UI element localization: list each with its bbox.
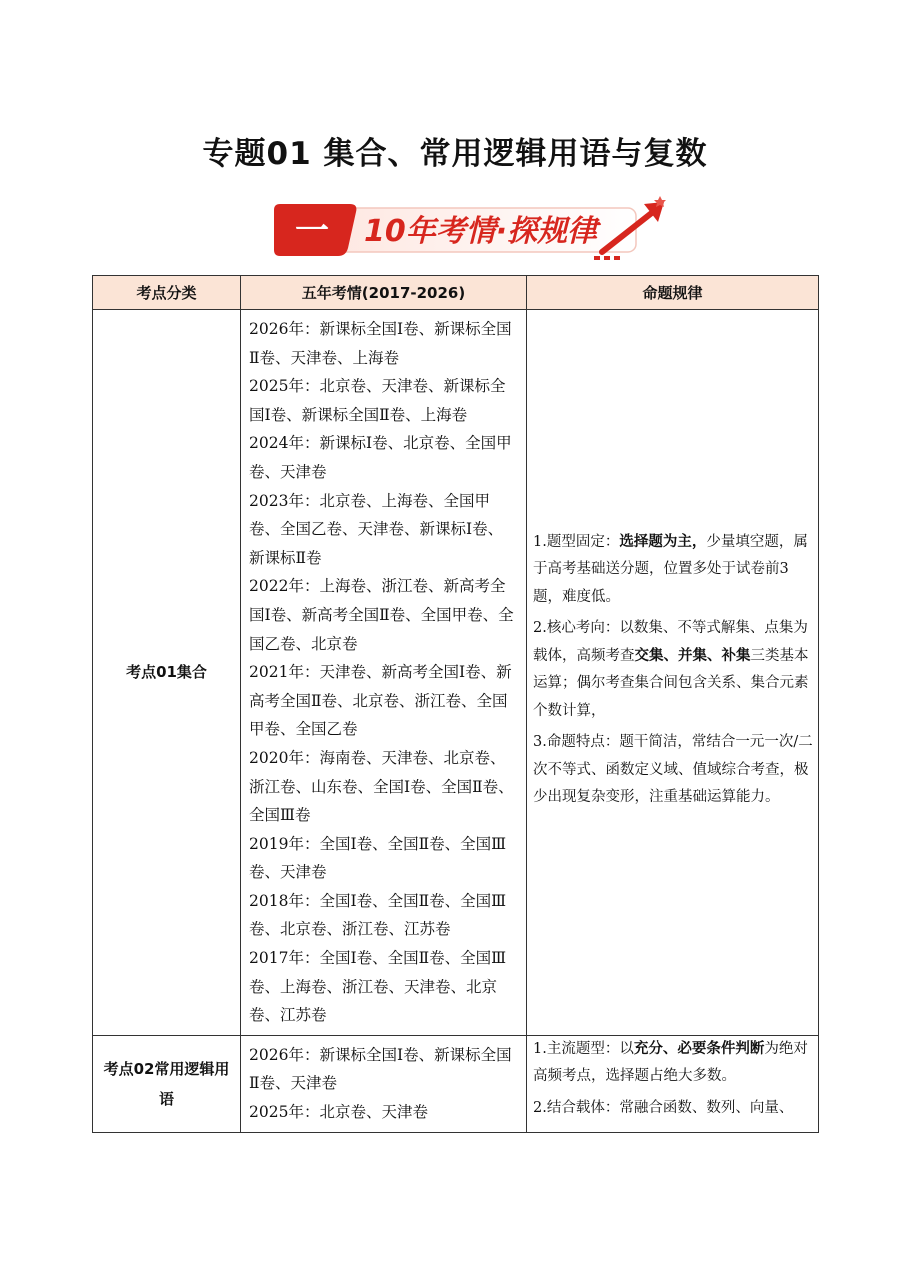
year-entry: 2025年：北京卷、天津卷 [249,1103,428,1122]
rule-item: 3.命题特点：题干简洁，常结合一元一次/二次不等式、函数定义域、值域综合考查，极少出现复杂变形，注重基础运算能力。 [533,734,813,806]
rule-item: 1.主流题型：以充分、必要条件判断为绝对高频考点，选择题占绝大多数。 [533,1040,808,1085]
year-entry: 2019年：全国Ⅰ卷、全国Ⅱ卷、全国Ⅲ卷、天津卷 [249,834,507,882]
rule-item: 2.核心考向：以数集、不等式解集、点集为载体，高频考查交集、并集、补集三类基本运算；偶尔考查集合间包含关系、集合元素个数计算， [533,620,809,719]
year-entry: 2017年：全国Ⅰ卷、全国Ⅱ卷、全国Ⅲ卷、上海卷、浙江卷、天津卷、北京卷、江苏卷 [249,949,507,1025]
table-row [93,1035,819,1132]
rules-cell [527,1035,819,1132]
year-entry: 2024年：新课标Ⅰ卷、北京卷、全国甲卷、天津卷 [249,434,512,481]
page-title: 专题01 集合、常用逻辑用语与复数 [202,136,708,172]
year-entry: 2025年：北京卷、天津卷、新课标全国Ⅰ卷、新课标全国Ⅱ卷、上海卷 [249,377,506,424]
table-row [93,310,819,1036]
year-entry: 2023年：北京卷、上海卷、全国甲卷、全国乙卷、天津卷、新课标Ⅰ卷、新课标Ⅱ卷 [249,491,504,567]
exam-table [92,275,819,1133]
header-rules: 命题规律 [527,276,819,310]
year-entry: 2021年：天津卷、新高考全国Ⅰ卷、新高考全国Ⅱ卷、北京卷、浙江卷、全国甲卷、全国乙卷 [249,663,512,739]
year-entry: 2020年：海南卷、天津卷、北京卷、浙江卷、山东卷、全国Ⅰ卷、全国Ⅱ卷、全国Ⅲ卷 [249,748,514,825]
year-entry: 2026年：新课标全国Ⅰ卷、新课标全国Ⅱ卷、天津卷 [249,1045,512,1093]
banner-text: 10年考情·探规律 [364,214,598,249]
category-cell: 考点02常用逻辑用语 [93,1035,241,1132]
years-cell [241,310,527,1036]
years-cell [241,1035,527,1132]
header-category: 考点分类 [93,276,241,310]
rules-cell [527,310,819,1036]
category-cell: 考点01集合 [93,310,241,1036]
section-banner [272,194,670,266]
year-entry: 2026年：新课标全国Ⅰ卷、新课标全国Ⅱ卷、天津卷、上海卷 [249,320,512,367]
header-years: 五年考情(2017-2026) [241,276,527,310]
year-entry: 2022年：上海卷、浙江卷、新高考全国Ⅰ卷、新高考全国Ⅱ卷、全国甲卷、全国乙卷、北京卷 [249,577,514,653]
table-header-row [93,276,819,310]
year-entry: 2018年：全国Ⅰ卷、全国Ⅱ卷、全国Ⅲ卷、北京卷、浙江卷、江苏卷 [249,891,507,939]
rule-item: 2.结合载体：常融合函数、数列、向量、 [533,1099,794,1116]
banner-number: 一 [295,211,329,251]
rule-item: 1.题型固定：选择题为主，少量填空题，属于高考基础送分题，位置多处于试卷前3题，难度低。 [533,533,808,605]
